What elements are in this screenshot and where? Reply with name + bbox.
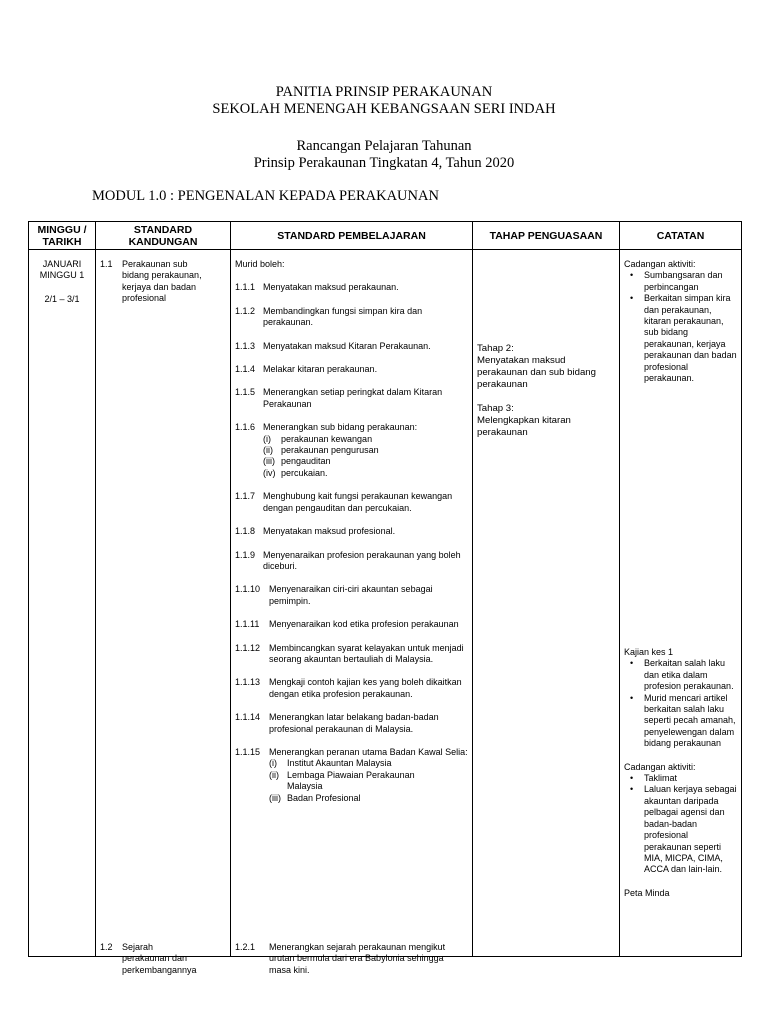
list-item: 1.1.9 Menyenaraikan profesion perakaunan yang boleh diceburi. [235,549,461,571]
list-item: • Berkaitan simpan kira dan perakaunan, kitaran perakaunan, sub bidang perakaunan, kerjaya perakaunan dan badan profesional perakaunan. [644,293,737,384]
list-item: • Laluan kerjaya sebagai akauntan daripada pelbagai agensi dan badan-badan profesional perakaunan seperti MIA, MICPA, CIMA, ACCA dan lain-lain. [644,784,737,875]
list-item: 1.1.13 Mengkaji contoh kajian kes yang boleh dikaitkan dengan etika profesion perakaunan. [235,677,462,699]
catatan-cell [620,250,742,957]
col-header-catatan: CATATAN [620,222,742,250]
list-item: 1.1.6 Menerangkan sub bidang perakaunan: [235,422,418,433]
school-name: SEKOLAH MENENGAH KEBANGSAAN SERI INDAH [212,101,556,117]
week-label: JANUARI MINGGU 1 [39,259,85,281]
catatan-list [624,773,737,876]
catatan-title: Cadangan aktiviti: [624,761,696,772]
col-header-standard-pembelajaran: STANDARD PEMBELAJARAN [231,222,473,250]
list-item: 1.1.11 Menyenaraikan kod etika profesion perakaunan [235,619,459,630]
tahap-3-text: Melengkapkan kitaran perakaunan [477,415,571,438]
list-item: 1.1.1 Menyatakan maksud perakaunan. [235,282,399,293]
list-item: • Berkaitan salah laku dan etika dalam profesion perakaunan. [644,658,737,692]
department-title: PANITIA PRINSIP PERAKAUNAN [275,84,493,100]
list-item: 1.1.5 Menerangkan setiap peringkat dalam Kitaran Perakaunan [235,387,443,409]
document-title: Rancangan Pelajaran Tahunan [296,138,472,154]
catatan-title: Kajian kes 1 [624,647,674,657]
list-item: 1.1.12 Membincangkan syarat kelayakan untuk menjadi seorang akauntan bertauliah di Malaysia. [235,642,464,664]
list-item: 1.1.10 Menyenaraikan ciri-ciri akauntan sebagai pemimpin. [235,584,433,606]
list-item: 1.1.4 Melakar kitaran perakaunan. [235,364,378,375]
tahap-cell [473,250,620,957]
list-item: 1.1.15 Menerangkan peranan utama Badan Kawal Selia: [235,746,468,757]
catatan-list [624,270,737,384]
tahap-3-label: Tahap 3: [477,403,514,414]
catatan-title: Cadangan aktiviti: [624,259,696,269]
pembelajaran-cell [231,250,473,975]
col-header-standard-kandungan: STANDARD KANDUNGAN [96,222,231,250]
list-item: • Murid mencari artikel berkaitan salah laku seperti pecah amanah, penyelewengan dalam bidang perakaunan [644,693,737,750]
list-item: 1.1.2 Membandingkan fungsi simpan kira dan perakaunan. [235,305,423,328]
list-item: 1.1.14 Menerangkan latar belakang badan-badan profesional perakaunan di Malaysia. [235,712,439,734]
list-item: 1.2.1 Menerangkan sejarah perakaunan mengikut urutan bermula dari era Babylonia sehingga masa kini. [235,942,446,975]
table-header-row [29,222,742,250]
col-header-minggu: MINGGU / TARIKH [29,222,96,250]
kandungan-cell [96,250,231,975]
document-subtitle: Prinsip Perakaunan Tingkatan 4, Tahun 2020 [253,155,515,171]
kandungan-item: 1.2 Sejarah perakaunan dan perkembangannya [100,942,197,975]
week-date: 2/1 – 3/1 [44,293,80,304]
tahap-2-label: Tahap 2: [477,343,514,354]
sub-list-1115: (i) Institut Akauntan Malaysia (ii) Lembaga Piawaian Perakaunan Malaysia (iii) Badan Profesional [269,758,415,803]
sub-list-116: (i) perakaunan kewangan (ii) perakaunan pengurusan (iii) pengauditan (iv) percukaian. [263,433,379,478]
kandungan-item: 1.1 Perakaunan sub bidang perakaunan, kerjaya dan badan profesional [100,259,202,304]
lesson-plan-table [28,221,742,975]
list-item: • Sumbangsaran dan perbincangan [644,270,737,293]
pembelajaran-intro: Murid boleh: [235,259,285,269]
week-cell [29,250,96,957]
catatan-list [624,658,737,749]
list-item: • Taklimat [644,773,737,784]
module-title: MODUL 1.0 : PENGENALAN KEPADA PERAKAUNAN [92,188,439,204]
catatan-title: Peta Minda [624,887,670,898]
list-item: 1.1.3 Menyatakan maksud Kitaran Perakaunan. [235,340,431,351]
table-row [29,250,742,957]
tahap-2-text: Menyatakan maksud perakaunan dan sub bidang perakaunan [477,355,596,390]
col-header-tahap: TAHAP PENGUASAAN [473,222,620,250]
list-item: 1.1.7 Menghubung kait fungsi perakaunan kewangan dengan pengauditan dan percukaian. [235,491,453,513]
list-item: 1.1.8 Menyatakan maksud profesional. [235,526,396,537]
